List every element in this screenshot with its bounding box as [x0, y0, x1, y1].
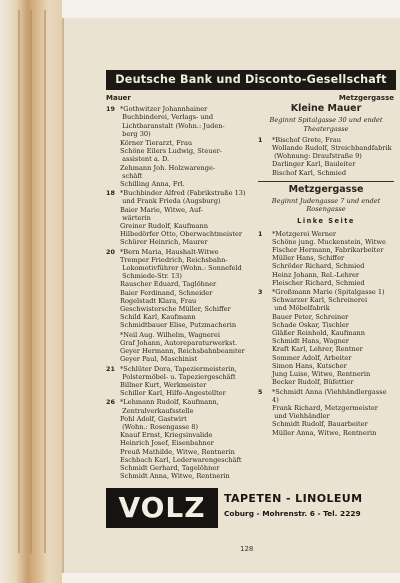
directory-entry [258, 388, 394, 437]
house-number: 1 [258, 135, 263, 144]
column-heading: Mauer [106, 94, 131, 102]
advertisement [106, 488, 398, 528]
resident-list: *Großmann Marie (Spitalgasse 1) Schwarzer Karl, Schreinerei und Möbelfabrik Bauer Peter, Schreiner Schade Oskar, Tischler Gläßer Reinhold, Kaufmann Schmidt Hans, Wagner Kraft Karl, Lehrer, Rentner Sommer Adolf, Arbeiter Simon Hans, Kutscher Jung Luise, Witwe, Rentnerin Becker Rudolf, Büfettier [272, 288, 385, 387]
resident-list: *Buchbinder Alfred (Fabrikstraße 13) und Frank Frieda (Augsburg) Baier Marie, Witwe, Auf- wärterin Greiner Rudolf, Kaufmann Hilbedörfer Otto, Oberwachtmeister Schürer Heinrich, Maurer [120, 189, 246, 247]
column-heading: Metzgergasse [338, 94, 394, 102]
ad-address: Coburg - Mohrenstr. 6 - Tel. 2229 [224, 509, 361, 518]
directory-entry [258, 136, 394, 177]
directory-entry [106, 189, 254, 246]
house-number: 5 [258, 387, 263, 396]
resident-list: *Bern Maria, Haushalt-Witwe Tremper Friedrich, Reichsbahn- Lokomotivführer (Wohn.: Sonnefeld Schmiede-Str. 13) Rauscher Eduard, Taglöhner Baier Ferdinand, Schneider Rogelstadt Klara, Frau Geschwistersche Müller, Schiffer Schild Karl, Kaufmann Schmidtbauer Elise, Putzmacherin [120, 247, 242, 330]
side-heading: Linke Seite [297, 217, 355, 226]
resident-list: *Schmidt Anna (Viehhändlergasse 4) Frank Richard, Metzgermeister und Viehhändler Schmidt Rudolf, Bauarbeiter Müller Anna, Witwe, Rentnerin [272, 387, 387, 437]
resident-list: Körner Tierarzt, Frau Schöne Eilers Ludwig, Steuer- assistent a. D. Zehmann Joh. Holzwarenge- schäft Schilling Anna, Frl. [120, 139, 222, 189]
house-number: 21 [106, 364, 115, 373]
street-subtitle: Beginnt Judengasse 7 und endet Rosengasse [271, 197, 381, 214]
street-subtitle: Beginnt Spitalgasse 30 und endet Theatergasse [269, 116, 383, 133]
bank-banner: Deutsche Bank und Disconto-Gesellschaft [106, 70, 396, 90]
left-entry-list [106, 105, 254, 480]
house-number: 26 [106, 398, 115, 407]
house-number: 18 [106, 189, 115, 198]
ad-brand: VOLZ [106, 488, 218, 528]
resident-list: *Gothwitzer Johannhainer Buchbinderei, Verlags- und Lichtbaranstalt (Wohn.: Juden- berg 30) [120, 105, 225, 138]
directory-entry [106, 331, 254, 364]
book-binding [0, 0, 62, 583]
street-title-metzgergasse: Metzgergasse [288, 183, 364, 195]
resident-list: *Schlüter Dora, Tapeziermeisterin, Polstermöbel- u. Tapeziergeschäft Billner Kurt, Werkmeister Schiller Karl, Hilfe-Angestellter [120, 364, 237, 398]
page-edge-line [18, 10, 20, 553]
resident-list: *Metzgerei Werner Schöne jung. Muckenstein, Witwe Fischer Hermann, Fabrikarbeiter Müller Hans, Schiffer Schröder Richard, Schmied Heinz Johann, Rel.-Lehrer Fleischer Richard, Schmied [272, 229, 386, 287]
directory-entry [106, 105, 254, 138]
directory-entry [258, 230, 394, 287]
directory-entry [106, 365, 254, 398]
left-column [106, 94, 254, 481]
page-edge-line [30, 10, 32, 553]
ad-info [218, 488, 398, 528]
directory-entry [258, 288, 394, 386]
ad-tagline: TAPETEN - LINOLEUM [224, 492, 363, 505]
kleine-mauer-entry-list [258, 136, 394, 177]
right-column [258, 94, 394, 438]
directory-entry [106, 139, 254, 188]
street-title-kleine-mauer: Kleine Mauer [290, 103, 362, 115]
metzgergasse-entry-list [258, 230, 394, 437]
directory-entry [106, 248, 254, 330]
house-number: 20 [106, 247, 115, 256]
resident-list: *Neil Aug. Wilhelm, Wagnerei Graf Johann, Autoreparaturwerkst. Geyer Hermann, Reichsbahnbeamter Geyer Paul, Maschinist [120, 330, 245, 364]
resident-list: *Bischof Grete, Frau Wollande Rudolf, Streichbandfabrik (Wohnung: Draufstraße 9) Darlinger Karl, Bauleiter Bischof Karl, Schmied [272, 135, 392, 177]
page-number: 128 [240, 545, 254, 553]
directory-entry [106, 398, 254, 480]
house-number: 1 [258, 229, 263, 238]
house-number: 3 [258, 288, 263, 297]
page-edge-line [44, 10, 46, 553]
resident-list: *Lehmann Rudolf, Kaufmann, Zentralverkaufsstelle Pohl Adolf, Gastwirt (Wohn.: Rosengasse 8) Knauf Ernst, Kriegsinvalide Heinrich Josef, Eisenbahner Preuß Mathilde, Witwe, Rentnerin Eschbach Karl, Lederwarengeschäft Schmidt Gerhard, Tagelöhner Schmidt Anna, Witwe, Rentnerin [120, 398, 242, 481]
divider [258, 181, 394, 182]
house-number: 19 [106, 105, 115, 114]
